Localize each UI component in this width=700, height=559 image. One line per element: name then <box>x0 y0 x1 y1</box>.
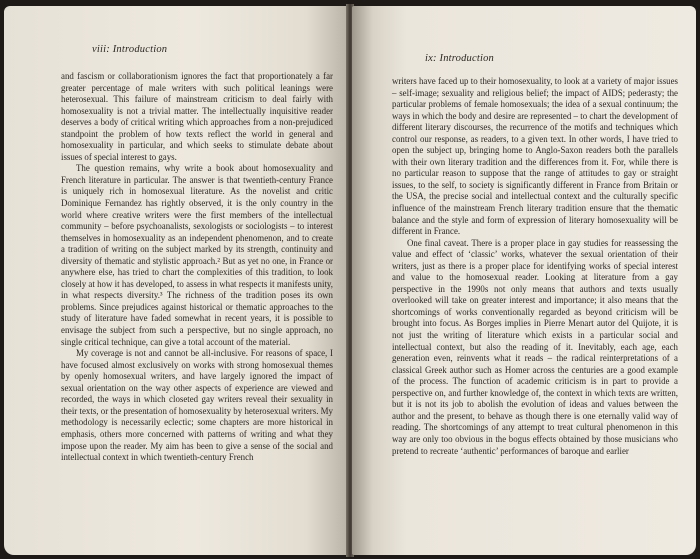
body-text <box>392 76 678 457</box>
paragraph: One final caveat. There is a proper place in gay studies for reassessing the value and effect of ‘classic’ works, whatever the sexual orientation of their writers, just as there is a proper place for identifying works of special interest and value to the homosexual reader. Looking at literature from a gay perspective in the 1990s not only means that authors and texts usually overlooked will take on greater interest and importance; it also means that the shortcomings of works conventionally regarded as beyond criticism will be brought into focus. As Borges implies in Pierre Menart autor del Quijote, it is not just the writing of literature which exists in a particular social and intellectual context, but also the reading of it. Inevitably, each age, each generation even, reinvents what it reads – the radical reinterpretations of a classical Greek author such as Homer across the centuries are a good example of the process. The function of academic criticism is in part to provide a perspective on, and further knowledge of, the context in which texts are written, but it is not its job to abolish the evolution of ideas and values between the author and the present, to behave as though there is one eternally valid way of reading. The shortcomings of any attempt to treat cultural phenomenon in this way are only too obvious in the bogus effects obtained by those musicians who pretend to recreate ‘authentic’ performances of baroque and earlier <box>392 237 678 456</box>
left-page <box>4 6 348 555</box>
body-text <box>61 71 333 464</box>
right-page <box>352 6 696 555</box>
paragraph: The question remains, why write a book about homosexuality and French literature in particular. The answer is that twentieth-century France is uniquely rich in homosexual literature. As the novelist and critic Dominique Fernandez has rightly observed, it is the only country in the world where creative writers were the first members of the intellectual community – before psychoanalists, sexologists or sociologists – to interest themselves in homosexuality as an independent phenomenon, and to create a tradition of writing on the subject marked by its strength, continuity and diversity of thematic and stylistic approach.² But as yet no one, in France or anywhere else, has tried to chart the complexities of this tradition, to look closely at how it has developed, to assess in what respects it manifests unity, in what respects diversity.³ The richness of the tradition poses its own problems. Since prejudices against historical or thematic approaches to the study of literature have faded somewhat in recent years, it is possible to envisage the subject from such a perspective, but no single approach, no single critical technique, can give a total account of the material. <box>61 163 333 347</box>
running-head: ix: Introduction <box>425 53 495 64</box>
paragraph: writers have faced up to their homosexuality, to look at a variety of major issues – self-image; sexuality and religious belief; the impact of AIDS; pederasty; the particular problems of female homosexuals; the idea of a sexual continuum; the ways in which the body and desire are represented – to chart the development of different literary discourses, the recurrence of the motifs and techniques which control our response, as readers, to a given text. In other words, I have tried to open the subject up, bringing home to Anglo-Saxon readers both the parallels with their own literary tradition and the differences from it. For, while there is no particular reason to suppose that the range of attitudes to gay or straight issues, to the self, to society is significantly different in France from Britain or the USA, the precise social and intellectual context and the culturally specific influence of the mainstream French literary tradition ensure that the thematic balance and the style and form of expression of literary homosexuality will be different in France. <box>392 76 678 237</box>
paragraph: and fascism or collaborationism ignores the fact that proportionately a far greater percentage of male writers with such political leanings were heterosexual. This failure of mainstream criticism to deal fairly with homosexuality is not a trivial matter. The intellectually inquisitive reader deserves a body of critical writing which approaches from a non-prejudiced standpoint the problem of how texts reflect the world in general and homosexuality in particular, and which seeks to stimulate debate about issues of special interest to gays. <box>61 71 333 162</box>
paragraph: My coverage is not and cannot be all-inclusive. For reasons of space, I have focused almost exclusively on works with strong homosexual themes by openly homosexual writers, and have largely ignored the impact of sexual orientation on the way other aspects of experience are viewed and recorded, the ways in which closeted gay writers reveal their sexuality in their texts, or the presentation of homosexuality by heterosexual writers. My methodology is necessarily eclectic; some chapters are more historical in emphasis, others more concerned with patterns of writing and what they impose upon the reader. My aim has been to give a sense of the social and intellectual context in which twentieth-century French <box>61 348 333 463</box>
running-head: viii: Introduction <box>92 44 168 55</box>
